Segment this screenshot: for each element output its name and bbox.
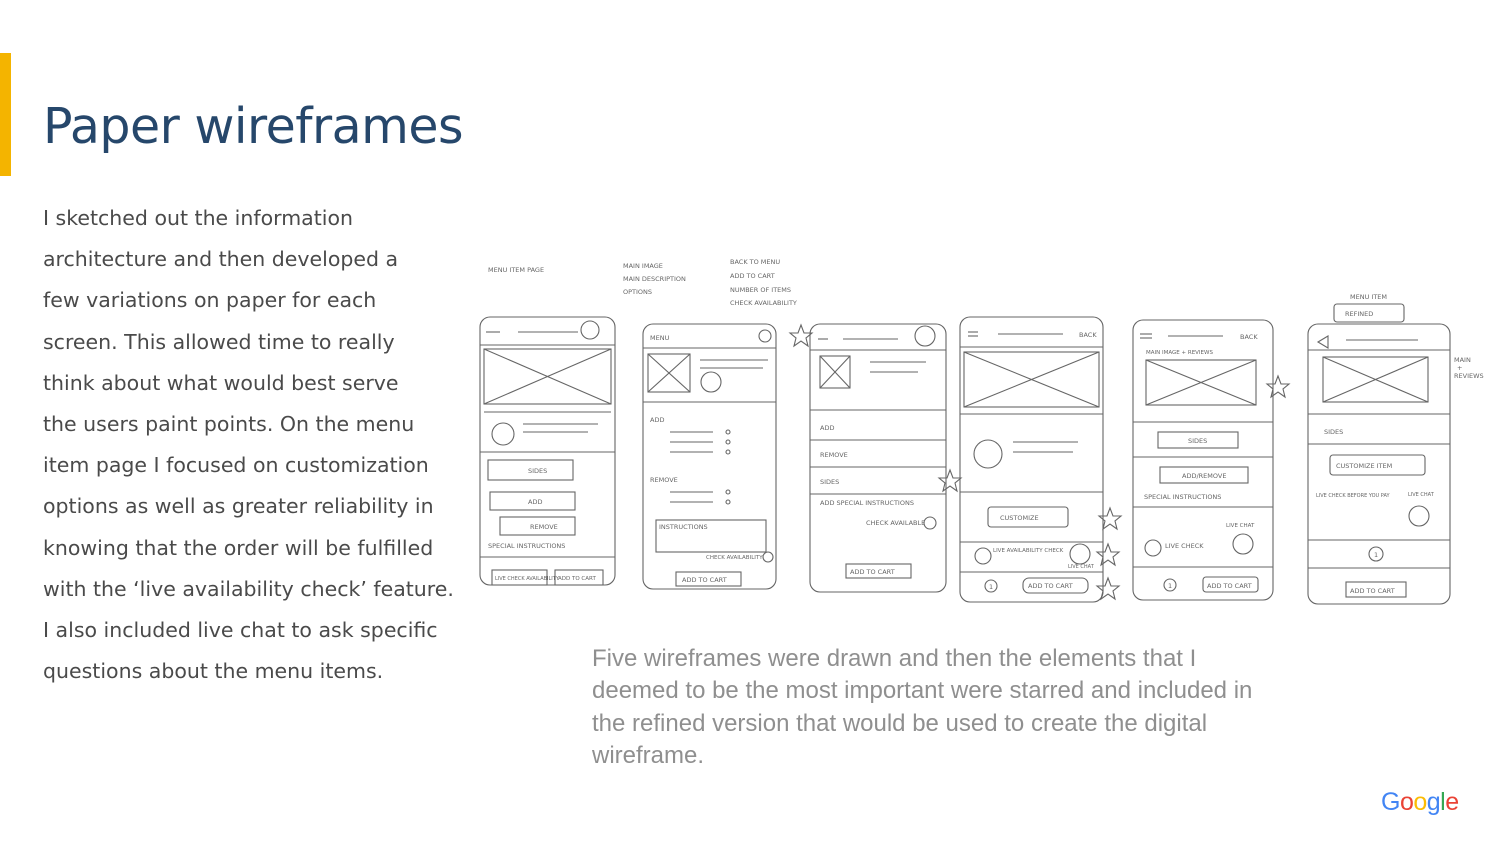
wireframe-sketches [478,252,1493,637]
body-line: think about what would best serve [43,370,399,395]
accent-bar [0,53,11,176]
wireframe-caption [592,643,1372,773]
wf6-label: LIVE CHAT [1408,492,1434,498]
body-line: the users paint points. On the menu [43,412,415,437]
wf1-label: ADD TO CART [558,576,596,582]
body-line: architecture and then developed a [43,247,399,272]
body-line: screen. This allowed time to really [43,329,395,354]
logo-letter: l [1440,788,1446,816]
wf2-label: MENU [650,334,670,342]
wf3-label: ADD TO CART [850,568,895,576]
logo-letter: o [1399,788,1414,816]
caption-line: wireframe. [592,742,705,770]
sketch-note-side: MAIN [1454,356,1471,364]
wf1-label: ADD [528,498,543,506]
caption-line: Five wireframes were drawn and then the elements that I [592,645,1197,672]
wireframe-phone-5 [1133,320,1273,600]
logo-letter: g [1426,788,1441,816]
google-logo [1381,788,1459,817]
page-title: Paper wireframes [43,98,464,155]
star-mark [1097,578,1119,599]
sketch-note-top-left: MENU ITEM PAGE [488,266,545,274]
wf4-label: ADD TO CART [1028,582,1073,590]
logo-letter: e [1445,788,1459,816]
sketch-note-top-mid: MAIN IMAGE [623,262,663,270]
sketch-note-side: REVIEWS [1454,372,1484,380]
wireframe-phone-6-refined [1308,324,1450,604]
sketch-note-top-right: ADD TO CART [730,272,775,280]
wf2-label: INSTRUCTIONS [659,523,708,531]
logo-letter: o [1413,788,1427,816]
star-mark [1099,508,1121,529]
wf4-label: BACK [1079,331,1097,339]
wf3-label: ADD SPECIAL INSTRUCTIONS [820,499,914,507]
wf2-label: CHECK AVAILABILITY [706,555,763,561]
wf4-label: LIVE AVAILABILITY CHECK [993,548,1064,554]
wf4-label: LIVE CHAT [1068,564,1094,570]
wf5-label: MAIN IMAGE + REVIEWS [1146,350,1213,356]
wf5-label: ADD TO CART [1207,582,1252,590]
star-mark [1267,376,1289,397]
body-line: I sketched out the information [43,206,354,230]
wf6-label: LIVE CHECK BEFORE YOU PAY [1316,493,1390,499]
wf2-label: ADD TO CART [682,576,727,584]
sketch-note-refined: MENU ITEM [1350,293,1388,301]
wf3-label: SIDES [820,478,840,486]
wf5-label: LIVE CHAT [1226,523,1255,529]
wf1-label: SPECIAL INSTRUCTIONS [488,542,566,550]
wf5-label: LIVE CHECK [1165,542,1204,550]
wireframe-phone-4 [960,317,1103,602]
body-line: item page I focused on customization [43,453,429,478]
wf2-label: ADD [650,416,665,424]
wf6-label: CUSTOMIZE ITEM [1336,462,1393,470]
wf6-label: SIDES [1324,428,1344,436]
wf3-label: CHECK AVAILABLE [866,519,926,527]
wf3-label: REMOVE [820,451,848,459]
wf1-label: LIVE CHECK AVAILABILITY [495,576,559,582]
sketch-note-refined: REFINED [1345,310,1374,318]
wf4-label: 1 [989,583,994,591]
wireframe-phone-1 [480,317,615,585]
body-line: knowing that the order will be fulfilled [43,535,434,560]
sketch-note-top-right: CHECK AVAILABILITY [730,299,797,307]
sketch-note-top-right: BACK TO MENU [730,258,781,266]
body-line: few variations on paper for each [43,288,377,313]
wf5-label: ADD/REMOVE [1182,472,1227,480]
star-mark [939,470,961,491]
body-paragraph [43,198,473,692]
body-line: with the ‘live availability check’ feature. [43,576,454,601]
logo-letter: G [1381,788,1400,816]
wf6-label: 1 [1374,551,1379,559]
sketch-note-top-mid: OPTIONS [623,288,653,296]
wf5-label: 1 [1168,582,1173,590]
wf6-label: ADD TO CART [1350,587,1395,595]
sketch-note-side: + [1457,364,1463,372]
wf5-label: SPECIAL INSTRUCTIONS [1144,493,1222,501]
wireframe-phone-2 [643,324,776,589]
caption-line: deemed to be the most important were starred and included in [592,677,1253,705]
wf5-label: SIDES [1188,437,1208,445]
wf1-label: REMOVE [530,523,558,531]
sketch-note-top-mid: MAIN DESCRIPTION [623,275,686,283]
star-mark [1097,544,1119,565]
sketch-note-top-right: NUMBER OF ITEMS [730,286,792,294]
wf5-label: BACK [1240,333,1258,341]
star-mark [790,325,812,346]
wf1-label: SIDES [528,467,548,475]
wf2-label: REMOVE [650,476,678,484]
wireframe-sketch-image [478,252,1493,637]
body-line: options as well as greater reliability in [43,494,434,519]
body-line: I also included live chat to ask specific [43,618,438,643]
wireframe-phone-3 [810,324,946,592]
body-line: questions about the menu items. [43,659,384,684]
wf3-label: ADD [820,424,835,432]
caption-line: the refined version that would be used to create the digital [592,709,1208,737]
wf4-label: CUSTOMIZE [1000,514,1039,522]
